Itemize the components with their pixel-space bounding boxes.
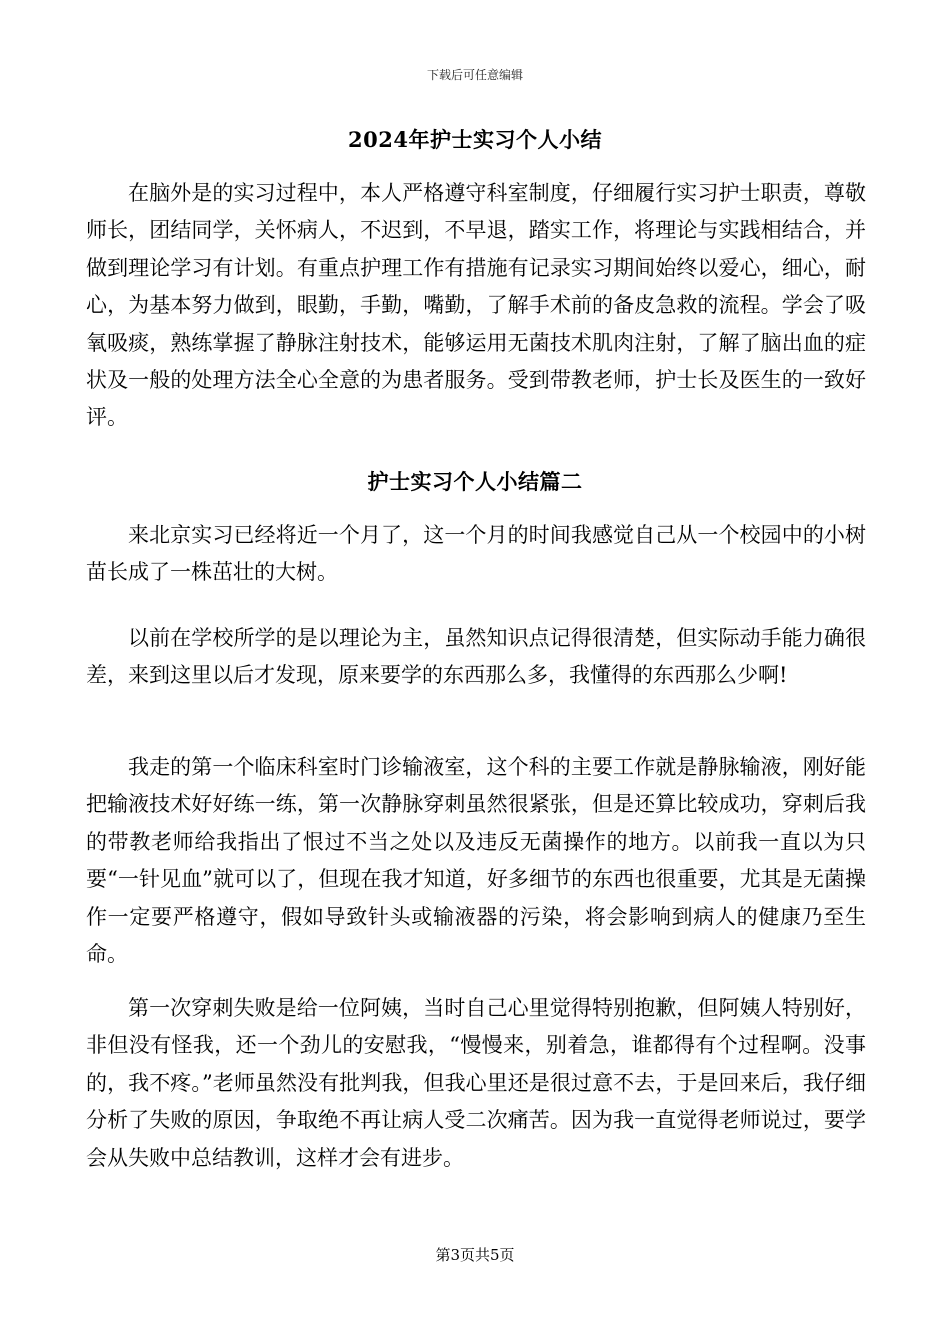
paragraph: 我走的第一个临床科室时门诊输液室，这个科的主要工作就是静脉输液，刚好能把输液技术好好练一练，第一次静脉穿刺虽然很紧张，但是还算比较成功，穿刺后我的带教老师给我指出了恨过不当之处以及违反无菌操作的地方。以前我一直以为只要“一针见血”就可以了，但现在我才知道，好多细节的东西也很重要，尤其是无菌操作一定要严格遵守，假如导致针头或输液器的污染，将会影响到病人的健康乃至生命。 bbox=[86, 755, 866, 967]
page-number: 第3页共5页 bbox=[435, 1246, 515, 1264]
paragraph: 以前在学校所学的是以理论为主，虽然知识点记得很清楚，但实际动手能力确很差，来到这里以后才发现，原来要学的东西那么多，我懂得的东西那么少啊! bbox=[86, 626, 866, 688]
paragraph: 来北京实习已经将近一个月了，这一个月的时间我感觉自己从一个校园中的小树苗长成了一株茁壮的大树。 bbox=[86, 523, 866, 585]
paragraph: 第一次穿刺失败是给一位阿姨，当时自己心里觉得特别抱歉，但阿姨人特别好，非但没有怪我，还一个劲儿的安慰我，“慢慢来，别着急，谁都得有个过程啊。没事的，我不疼。”老师虽然没有批判我，但我心里还是很过意不去，于是回来后，我仔细分析了失败的原因，争取绝不再让病人受二次痛苦。因为我一直觉得老师说过，要学会从失败中总结教训，这样才会有进步。 bbox=[86, 996, 866, 1170]
section-title-2: 护士实习个人小结篇二 bbox=[367, 469, 583, 494]
header-note: 下载后可任意编辑 bbox=[426, 68, 523, 82]
section-title-1: 2024年护士实习个人小结 bbox=[348, 127, 602, 152]
paragraph: 在脑外是的实习过程中，本人严格遵守科室制度，仔细履行实习护士职责，尊敬师长，团结同学，关怀病人，不迟到，不早退，踏实工作，将理论与实践相结合，并做到理论学习有计划。有重点护理工作有措施有记录实习期间始终以爱心，细心，耐心，为基本努力做到，眼勤，手勤，嘴勤，了解手术前的备皮急救的流程。学会了吸氧吸痰，熟练掌握了静脉注射技术，能够运用无菌技术肌肉注射，了解了脑出血的症状及一般的处理方法全心全意的为患者服务。受到带教老师，护士长及医生的一致好评。 bbox=[86, 181, 866, 430]
